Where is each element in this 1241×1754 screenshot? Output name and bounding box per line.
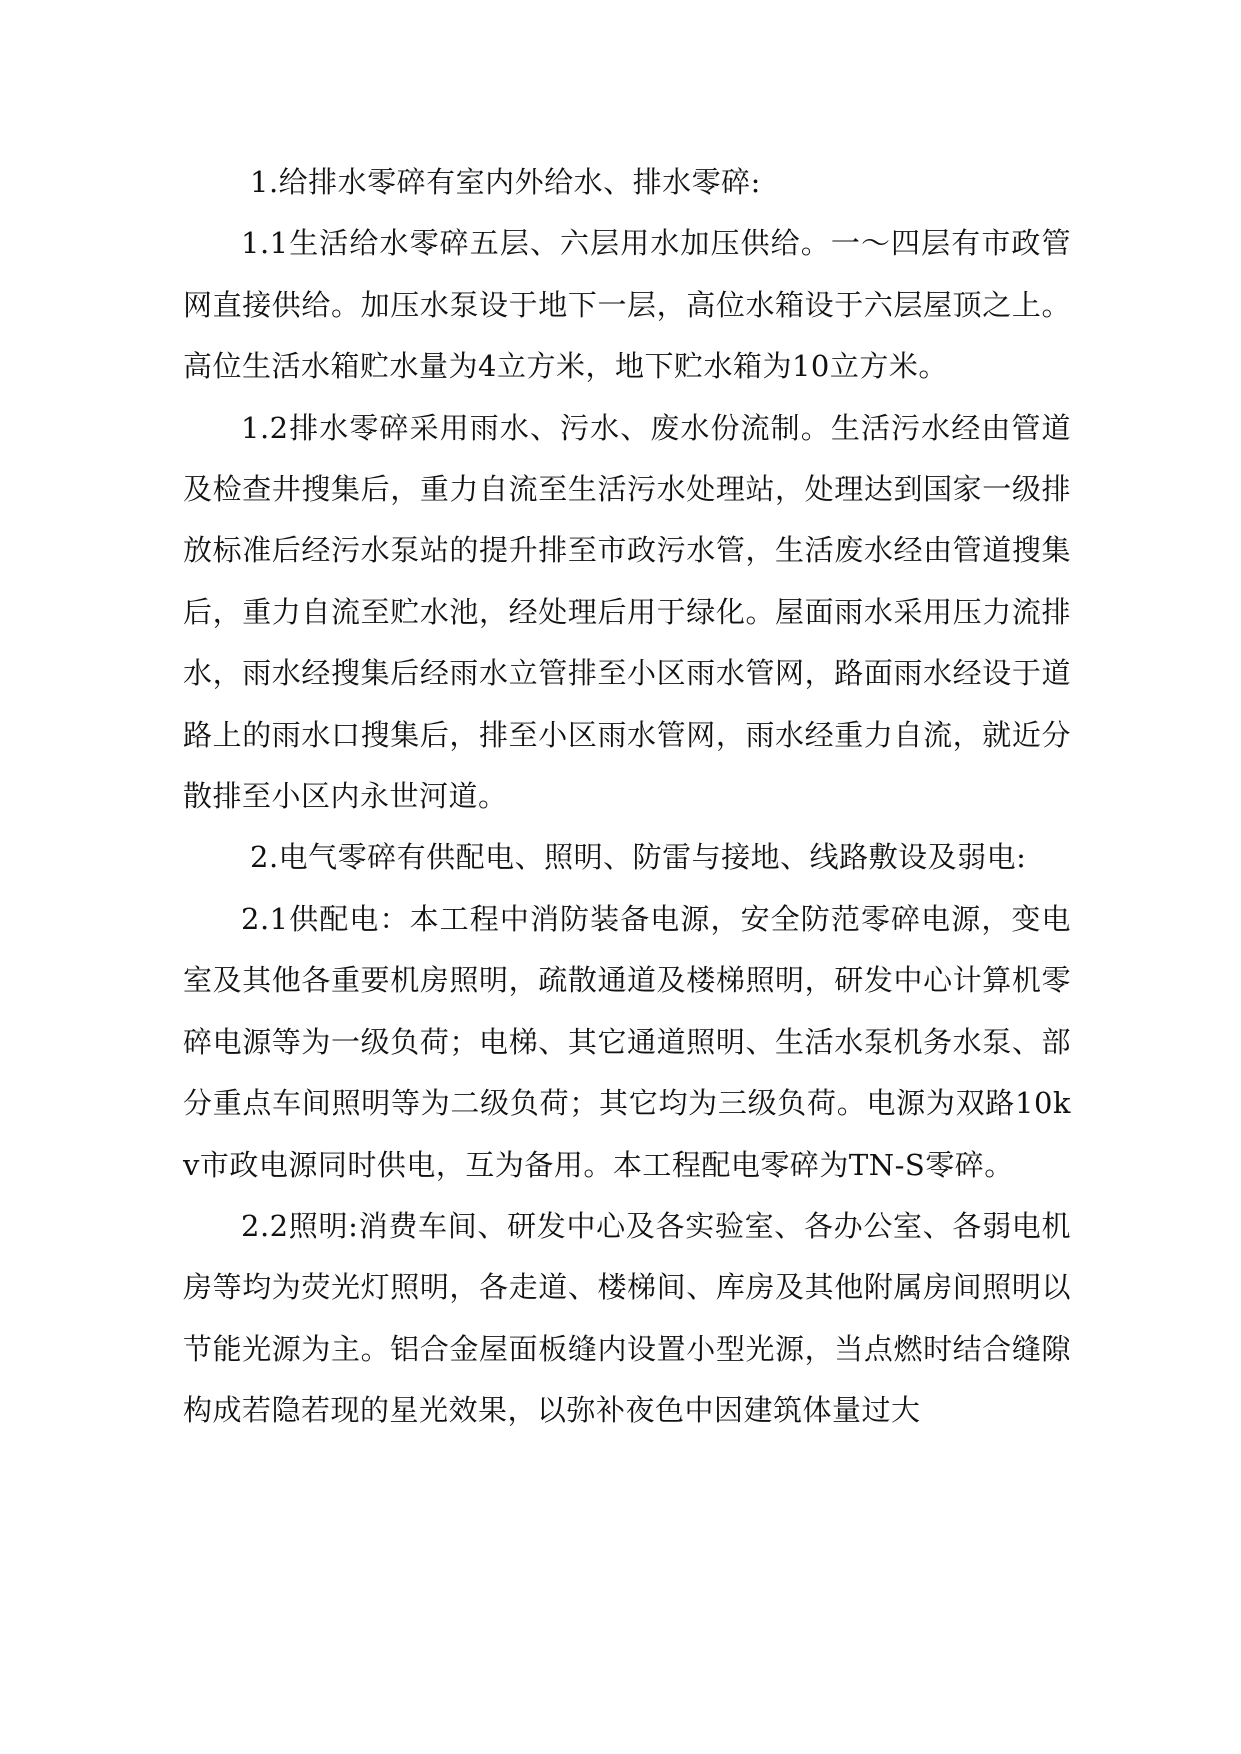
paragraph-power-distribution: 2.1供配电：本工程中消防装备电源，安全防范零碎电源，变电室及其他各重要机房照明，疏散通道及楼梯照明，研发中心计算机零碎电源等为一级负荷；电梯、其它通道照明、生活水泵机务水泵、部分重点车间照明等为二级负荷；其它均为三级负荷。电源为双路10kv市政电源同时供电，互为备用。本工程配电零碎为TN-S零碎。 [183, 901, 1071, 1182]
section-heading-water: 1.给排水零碎有室内外给水、排水零碎: [250, 165, 761, 199]
paragraph-drainage: 1.2排水零碎采用雨水、污水、废水份流制。生活污水经由管道及检查井搜集后，重力自流至生活污水处理站，处理达到国家一级排放标准后经污水泵站的提升排至市政污水管，生活废水经由管道搜集后，重力自流至贮水池，经处理后用于绿化。屋面雨水采用压力流排水，雨水经搜集后经雨水立管排至小区雨水管网，路面雨水经设于道路上的雨水口搜集后，排至小区雨水管网，雨水经重力自流，就近分散排至小区内永世河道。 [183, 410, 1071, 814]
paragraph-lighting: 2.2照明:消费车间、研发中心及各实验室、各办公室、各弱电机房等均为荧光灯照明，各走道、楼梯间、库房及其他附属房间照明以节能光源为主。铝合金屋面板缝内设置小型光源，当点燃时结合缝隙构成若隐若现的星光效果，以弥补夜色中因建筑体量过大 [183, 1208, 1071, 1428]
document-body [183, 152, 1071, 1442]
section-heading-electrical: 2.电气零碎有供配电、照明、防雷与接地、线路敷设及弱电: [250, 840, 1027, 875]
paragraph-water-supply: 1.1生活给水零碎五层、六层用水加压供给。一～四层有市政管网直接供给。加压水泵设于地下一层，高位水箱设于六层屋顶之上。高位生活水箱贮水量为4立方米，地下贮水箱为10立方米。 [183, 226, 1071, 384]
